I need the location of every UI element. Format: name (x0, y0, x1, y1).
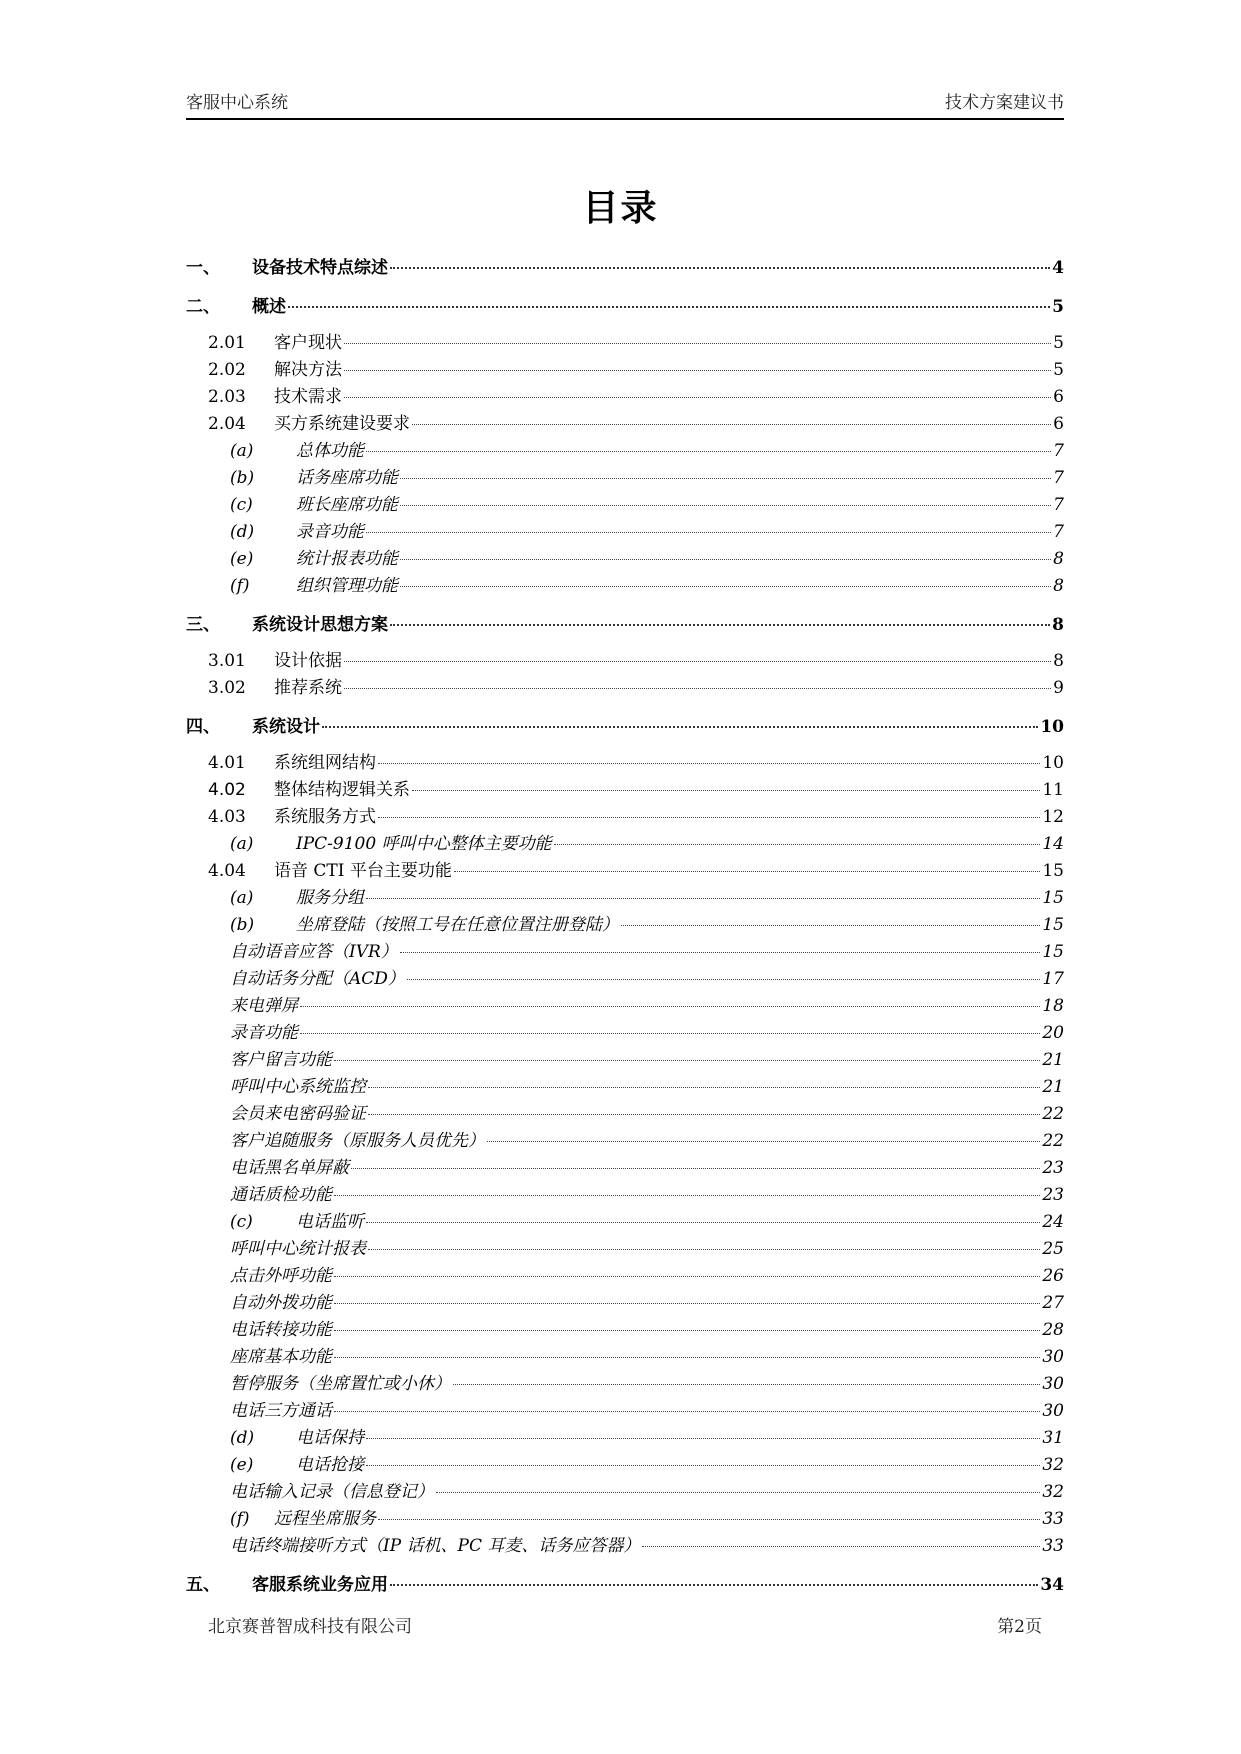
toc-leader-dots (642, 1527, 1040, 1547)
footer-company: 北京赛普智成科技有限公司 (208, 1617, 412, 1637)
toc-entry-number: (a) (230, 441, 254, 461)
toc-leader-dots (407, 960, 1040, 980)
toc-entry-label: 设备技术特点综述 (252, 257, 388, 278)
header-left-text: 客服中心系统 (186, 93, 288, 113)
toc-leader-dots (366, 1203, 1040, 1223)
toc-entry-page: 5 (1053, 333, 1064, 353)
page-header (186, 88, 1064, 120)
toc-leader-dots (487, 1122, 1040, 1142)
toc-entry-page: 4 (1052, 257, 1064, 278)
toc-leader-dots (334, 1284, 1040, 1304)
toc-entry-number: (e) (230, 549, 254, 569)
toc-entry-label: 技术需求 (274, 387, 342, 407)
toc-entry-number: (c) (230, 495, 253, 515)
toc-entry-label: 语音 CTI 平台主要功能 (274, 861, 452, 881)
toc-entry-page: 20 (1042, 1023, 1064, 1043)
toc-entry-page: 15 (1042, 888, 1064, 908)
toc-leader-dots (368, 1230, 1040, 1250)
toc-leader-dots (366, 1419, 1040, 1439)
toc-entry-label: 电话监听 (296, 1212, 364, 1232)
toc-leader-dots (400, 933, 1041, 953)
toc-entry-page: 6 (1053, 387, 1064, 407)
toc-entry-page: 23 (1042, 1158, 1064, 1178)
toc-entry-page: 15 (1042, 861, 1064, 881)
toc-entry-number: 2.04 (208, 414, 246, 434)
toc-entry-page: 8 (1053, 549, 1064, 569)
toc-leader-dots (366, 513, 1051, 533)
toc-entry-page: 8 (1053, 651, 1064, 671)
toc-entry-label: 系统设计 (252, 716, 320, 737)
toc-entry-page: 24 (1042, 1212, 1064, 1232)
toc-entry-page: 27 (1042, 1293, 1064, 1313)
page-title: 目录 (582, 187, 659, 229)
toc-leader-dots (378, 744, 1040, 764)
toc-entry-label: 通话质检功能 (230, 1185, 332, 1205)
toc-entry-label: 客户留言功能 (230, 1050, 332, 1070)
toc-entry-page: 7 (1053, 468, 1064, 488)
toc-entry[interactable] (186, 571, 1064, 598)
toc-entry-label: 呼叫中心统计报表 (230, 1239, 366, 1259)
toc-entry-label: 电话终端接听方式（IP 话机、PC 耳麦、话务应答器） (230, 1536, 641, 1556)
toc-leader-dots (390, 605, 1050, 626)
toc-entry-page: 15 (1042, 915, 1064, 935)
toc-entry-number: 2.01 (208, 333, 246, 353)
toc-leader-dots (300, 1014, 1040, 1034)
table-of-contents (186, 241, 1064, 1606)
toc-entry-label: 电话三方通话 (230, 1401, 332, 1421)
toc-entry-label: 客户现状 (274, 333, 342, 353)
toc-entry-label: 电话黑名单屏蔽 (230, 1158, 349, 1178)
toc-entry-number: (f) (230, 576, 250, 596)
footer-page-number: 第2页 (997, 1617, 1042, 1637)
toc-entry-label: 设计依据 (274, 651, 342, 671)
toc-leader-dots (334, 1041, 1040, 1061)
toc-entry-page: 32 (1042, 1482, 1064, 1502)
toc-entry[interactable] (186, 609, 1064, 637)
toc-leader-dots (436, 1473, 1040, 1493)
toc-entry-label: 自动外拨功能 (230, 1293, 332, 1313)
toc-entry-number: (d) (230, 1428, 255, 1448)
toc-entry-label: 概述 (252, 296, 286, 317)
toc-leader-dots (334, 1392, 1040, 1412)
toc-leader-dots (453, 1365, 1040, 1385)
toc-leader-dots (322, 707, 1038, 728)
toc-entry-label: 总体功能 (296, 441, 364, 461)
toc-entry-label: 远程坐席服务 (274, 1509, 376, 1529)
toc-entry-label: 录音功能 (296, 522, 364, 542)
toc-entry-label: 系统组网结构 (274, 753, 376, 773)
toc-entry-number: (f) (230, 1509, 250, 1529)
toc-entry-label: 点击外呼功能 (230, 1266, 332, 1286)
toc-entry-label: 话务座席功能 (296, 468, 398, 488)
toc-entry-page: 8 (1053, 576, 1064, 596)
toc-entry-label: 自动话务分配（ACD） (230, 969, 405, 989)
toc-entry-number: 4.03 (208, 807, 246, 827)
toc-entry-page: 33 (1042, 1536, 1064, 1556)
toc-leader-dots (454, 852, 1040, 872)
toc-entry-number: (b) (230, 915, 255, 935)
toc-entry[interactable] (186, 1569, 1064, 1597)
toc-leader-dots (412, 405, 1051, 425)
toc-entry-page: 17 (1042, 969, 1064, 989)
toc-entry-label: 电话保持 (296, 1428, 364, 1448)
toc-leader-dots (344, 669, 1051, 689)
toc-entry-page: 7 (1053, 522, 1064, 542)
toc-entry-page: 10 (1040, 716, 1064, 737)
toc-entry-number: 4.04 (208, 861, 246, 881)
toc-entry-label: 系统设计思想方案 (252, 614, 388, 635)
toc-leader-dots (378, 798, 1040, 818)
toc-leader-dots (368, 1068, 1040, 1088)
toc-entry-label: 电话转接功能 (230, 1320, 332, 1340)
toc-entry-number: 三、 (186, 614, 220, 635)
toc-entry-number: (a) (230, 888, 254, 908)
toc-leader-dots (400, 567, 1051, 587)
toc-entry-number: 3.01 (208, 651, 246, 671)
toc-leader-dots (334, 1257, 1040, 1277)
toc-entry-page: 7 (1053, 441, 1064, 461)
toc-entry-label: 推荐系统 (274, 678, 342, 698)
toc-entry-label: 统计报表功能 (296, 549, 398, 569)
toc-leader-dots (344, 324, 1051, 344)
toc-entry-number: 3.02 (208, 678, 246, 698)
toc-entry-page: 23 (1042, 1185, 1064, 1205)
toc-leader-dots (334, 1176, 1040, 1196)
toc-leader-dots (412, 771, 1040, 791)
toc-entry-number: (c) (230, 1212, 253, 1232)
toc-leader-dots (366, 879, 1040, 899)
toc-leader-dots (390, 1565, 1038, 1586)
toc-entry-label: 解决方法 (274, 360, 342, 380)
toc-entry-page: 25 (1042, 1239, 1064, 1259)
toc-entry-page: 11 (1042, 780, 1064, 800)
toc-entry-label: 系统服务方式 (274, 807, 376, 827)
toc-leader-dots (344, 351, 1051, 371)
toc-entry-page: 6 (1053, 414, 1064, 434)
toc-entry-label: 买方系统建设要求 (274, 414, 410, 434)
toc-entry-number: 2.03 (208, 387, 246, 407)
toc-entry-number: 五、 (186, 1574, 220, 1595)
toc-entry-page: 10 (1042, 753, 1064, 773)
toc-entry[interactable] (186, 252, 1064, 280)
toc-entry-label: 暂停服务（坐席置忙或小休） (230, 1374, 451, 1394)
toc-entry-label: 组织管理功能 (296, 576, 398, 596)
toc-leader-dots (400, 486, 1051, 506)
toc-entry-number: (d) (230, 522, 255, 542)
toc-entry-page: 30 (1042, 1374, 1064, 1394)
header-right-text: 技术方案建议书 (945, 93, 1064, 113)
toc-entry-number: 四、 (186, 716, 220, 737)
toc-entry-label: 来电弹屏 (230, 996, 298, 1016)
toc-entry-page: 15 (1042, 942, 1064, 962)
toc-entry-page: 28 (1042, 1320, 1064, 1340)
toc-entry-label: 班长座席功能 (296, 495, 398, 515)
toc-entry-page: 9 (1053, 678, 1064, 698)
toc-entry-page: 30 (1042, 1401, 1064, 1421)
toc-entry[interactable] (186, 1531, 1064, 1558)
toc-entry-label: 座席基本功能 (230, 1347, 332, 1367)
toc-entry-label: 客户追随服务（原服务人员优先） (230, 1131, 485, 1151)
toc-entry-page: 30 (1042, 1347, 1064, 1367)
toc-entry-page: 34 (1040, 1574, 1064, 1595)
toc-entry-number: 4.01 (208, 753, 246, 773)
toc-entry-label: 呼叫中心系统监控 (230, 1077, 366, 1097)
toc-entry-page: 7 (1053, 495, 1064, 515)
toc-entry-label: 电话输入记录（信息登记） (230, 1482, 434, 1502)
toc-leader-dots (288, 287, 1050, 308)
toc-entry-number: 二、 (186, 296, 220, 317)
toc-entry-number: 一、 (186, 257, 220, 278)
toc-entry-label: 录音功能 (230, 1023, 298, 1043)
toc-entry-number: 4.02 (208, 780, 246, 800)
toc-entry-page: 21 (1042, 1077, 1064, 1097)
toc-leader-dots (400, 459, 1051, 479)
toc-leader-dots (300, 987, 1040, 1007)
toc-leader-dots (366, 1446, 1040, 1466)
toc-leader-dots (334, 1311, 1040, 1331)
toc-entry-page: 8 (1052, 614, 1064, 635)
toc-entry-label: 整体结构逻辑关系 (274, 780, 410, 800)
toc-leader-dots (400, 540, 1051, 560)
toc-leader-dots (351, 1149, 1040, 1169)
toc-leader-dots (334, 1338, 1040, 1358)
toc-leader-dots (378, 1500, 1040, 1520)
toc-leader-dots (621, 906, 1040, 926)
toc-entry-page: 33 (1042, 1509, 1064, 1529)
toc-entry-label: IPC-9100 呼叫中心整体主要功能 (296, 834, 552, 854)
toc-entry-number: (e) (230, 1455, 254, 1475)
toc-leader-dots (554, 825, 1041, 845)
toc-leader-dots (368, 1095, 1040, 1115)
toc-entry-label: 自动语音应答（IVR） (230, 942, 398, 962)
toc-entry-label: 电话抢接 (296, 1455, 364, 1475)
toc-entry-page: 14 (1042, 834, 1064, 854)
toc-entry-label: 客服系统业务应用 (252, 1574, 388, 1595)
toc-leader-dots (366, 432, 1051, 452)
toc-entry-label: 服务分组 (296, 888, 364, 908)
toc-entry-page: 5 (1052, 296, 1064, 317)
toc-entry-page: 31 (1042, 1428, 1064, 1448)
toc-entry-page: 22 (1042, 1104, 1064, 1124)
toc-entry[interactable] (186, 711, 1064, 739)
toc-leader-dots (390, 248, 1050, 269)
toc-entry-number: (b) (230, 468, 255, 488)
toc-entry-page: 18 (1042, 996, 1064, 1016)
toc-entry-page: 21 (1042, 1050, 1064, 1070)
toc-entry[interactable] (186, 291, 1064, 319)
toc-entry-page: 22 (1042, 1131, 1064, 1151)
toc-entry-number: 2.02 (208, 360, 246, 380)
toc-entry-page: 12 (1042, 807, 1064, 827)
toc-entry-number: (a) (230, 834, 254, 854)
toc-entry-label: 坐席登陆（按照工号在任意位置注册登陆） (296, 915, 619, 935)
toc-entry-page: 26 (1042, 1266, 1064, 1286)
toc-entry[interactable] (186, 673, 1064, 700)
toc-entry-page: 32 (1042, 1455, 1064, 1475)
toc-entry-label: 会员来电密码验证 (230, 1104, 366, 1124)
toc-leader-dots (344, 378, 1051, 398)
toc-entry-page: 5 (1053, 360, 1064, 380)
toc-leader-dots (344, 642, 1051, 662)
